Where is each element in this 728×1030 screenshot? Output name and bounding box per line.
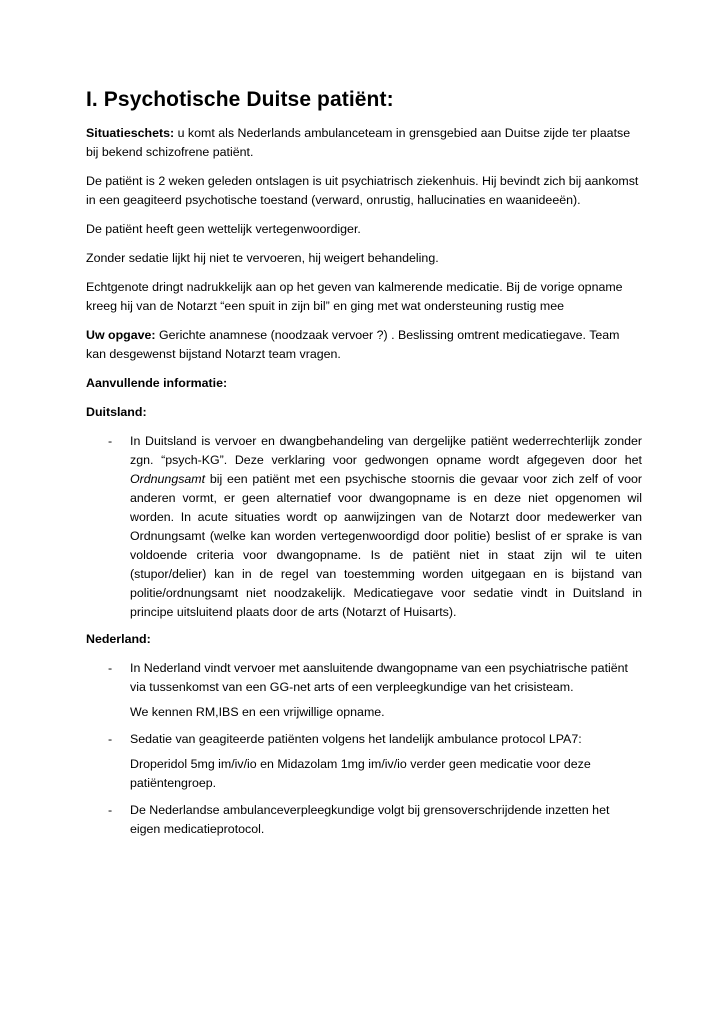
situatie-label: Situatieschets: xyxy=(86,126,175,140)
paragraph-4: Echtgenote dringt nadrukkelijk aan op het geven van kalmerende medicatie. Bij de vorige opname kreeg hij van de Notarzt “een spuit in zijn bil” en ging met wat ondersteuning rustig mee xyxy=(86,280,623,313)
nederland-list xyxy=(86,659,642,839)
list-item xyxy=(86,432,642,622)
opgave-paragraph xyxy=(86,326,642,364)
aanvullend-heading: Aanvullende informatie: xyxy=(86,376,228,390)
paragraph-2: De patiënt heeft geen wettelijk vertegenwoordiger. xyxy=(86,222,361,236)
situatie-text: u komt als Nederlands ambulanceteam in grensgebied aan Duitse zijde ter plaatse bij bekend schizofrene patiënt. xyxy=(86,126,631,159)
ordnungsamt-italic: Ordnungsamt xyxy=(130,472,206,486)
list-dash: - xyxy=(108,803,113,817)
page-title: I. Psychotische Duitse patiënt: xyxy=(86,88,394,111)
paragraph-1: De patiënt is 2 weken geleden ontslagen is uit psychiatrisch ziekenhuis. Hij bevindt zich bij aankomst in een geagiteerd psychotische toestand (verward, onrustig, hallucinaties en waanideeën). xyxy=(86,174,639,207)
list-item-sub: Droperidol 5mg im/iv/io en Midazolam 1mg im/iv/io verder geen medicatie voor deze patiëntengroep. xyxy=(130,757,591,790)
duitsland-list xyxy=(86,432,642,622)
list-item-sub: We kennen RM,IBS en een vrijwillige opname. xyxy=(130,705,385,719)
list-dash: - xyxy=(108,732,113,746)
opgave-text: Gerichte anamnese (noodzaak vervoer ?) . Beslissing omtrent medicatiegave. Team kan desgewenst bijstand Notarzt team vragen. xyxy=(86,328,620,361)
paragraph-3: Zonder sedatie lijkt hij niet te vervoeren, hij weigert behandeling. xyxy=(86,251,439,265)
situatie-paragraph xyxy=(86,124,642,162)
duitsland-text: In Duitsland is vervoer en dwangbehandeling van dergelijke patiënt wederrechterlijk zonder zgn. “psych-KG”. Deze verklaring voor gedwongen opname wordt afgegeven door het Ordnungsamt bij een patiënt met een psychische stoornis die gevaar voor zich zelf of voor anderen vormt, er geen alternatief voor dwangopname is en deze niet opgenomen wil worden. In acute situaties wordt op aanwijzingen van de Notarzt door medewerker van Ordnungsamt (welke kan worden vertegenwoordigd door politie) beslist of er sprake is van voldoende criteria voor dwangopname. Is de patiënt niet in staat zijn wil te uiten (stupor/delier) kan in de regel van toestemming worden uitgegaan en is bijstand van politie/ordnungsamt niet noodzakelijk. Medicatiegave voor sedatie vindt in Duitsland in principe uitsluitend plaats door de arts (Notarzt of Huisarts). xyxy=(130,434,642,619)
opgave-label: Uw opgave: xyxy=(86,328,156,342)
list-item xyxy=(86,730,642,793)
nederland-heading: Nederland: xyxy=(86,632,151,646)
list-dash: - xyxy=(108,661,113,675)
list-item-text: In Nederland vindt vervoer met aansluitende dwangopname van een psychiatrische patiënt via tussenkomst van een GG-net arts of een verpleegkundige van het crisisteam. xyxy=(130,661,628,694)
list-item-text: De Nederlandse ambulanceverpleegkundige volgt bij grensoverschrijdende inzetten het eigen medicatieprotocol. xyxy=(130,803,610,836)
list-item-text: Sedatie van geagiteerde patiënten volgens het landelijk ambulance protocol LPA7: xyxy=(130,732,582,746)
list-item xyxy=(86,801,642,839)
list-item xyxy=(86,659,642,722)
list-dash: - xyxy=(108,434,113,448)
duitsland-heading: Duitsland: xyxy=(86,405,147,419)
